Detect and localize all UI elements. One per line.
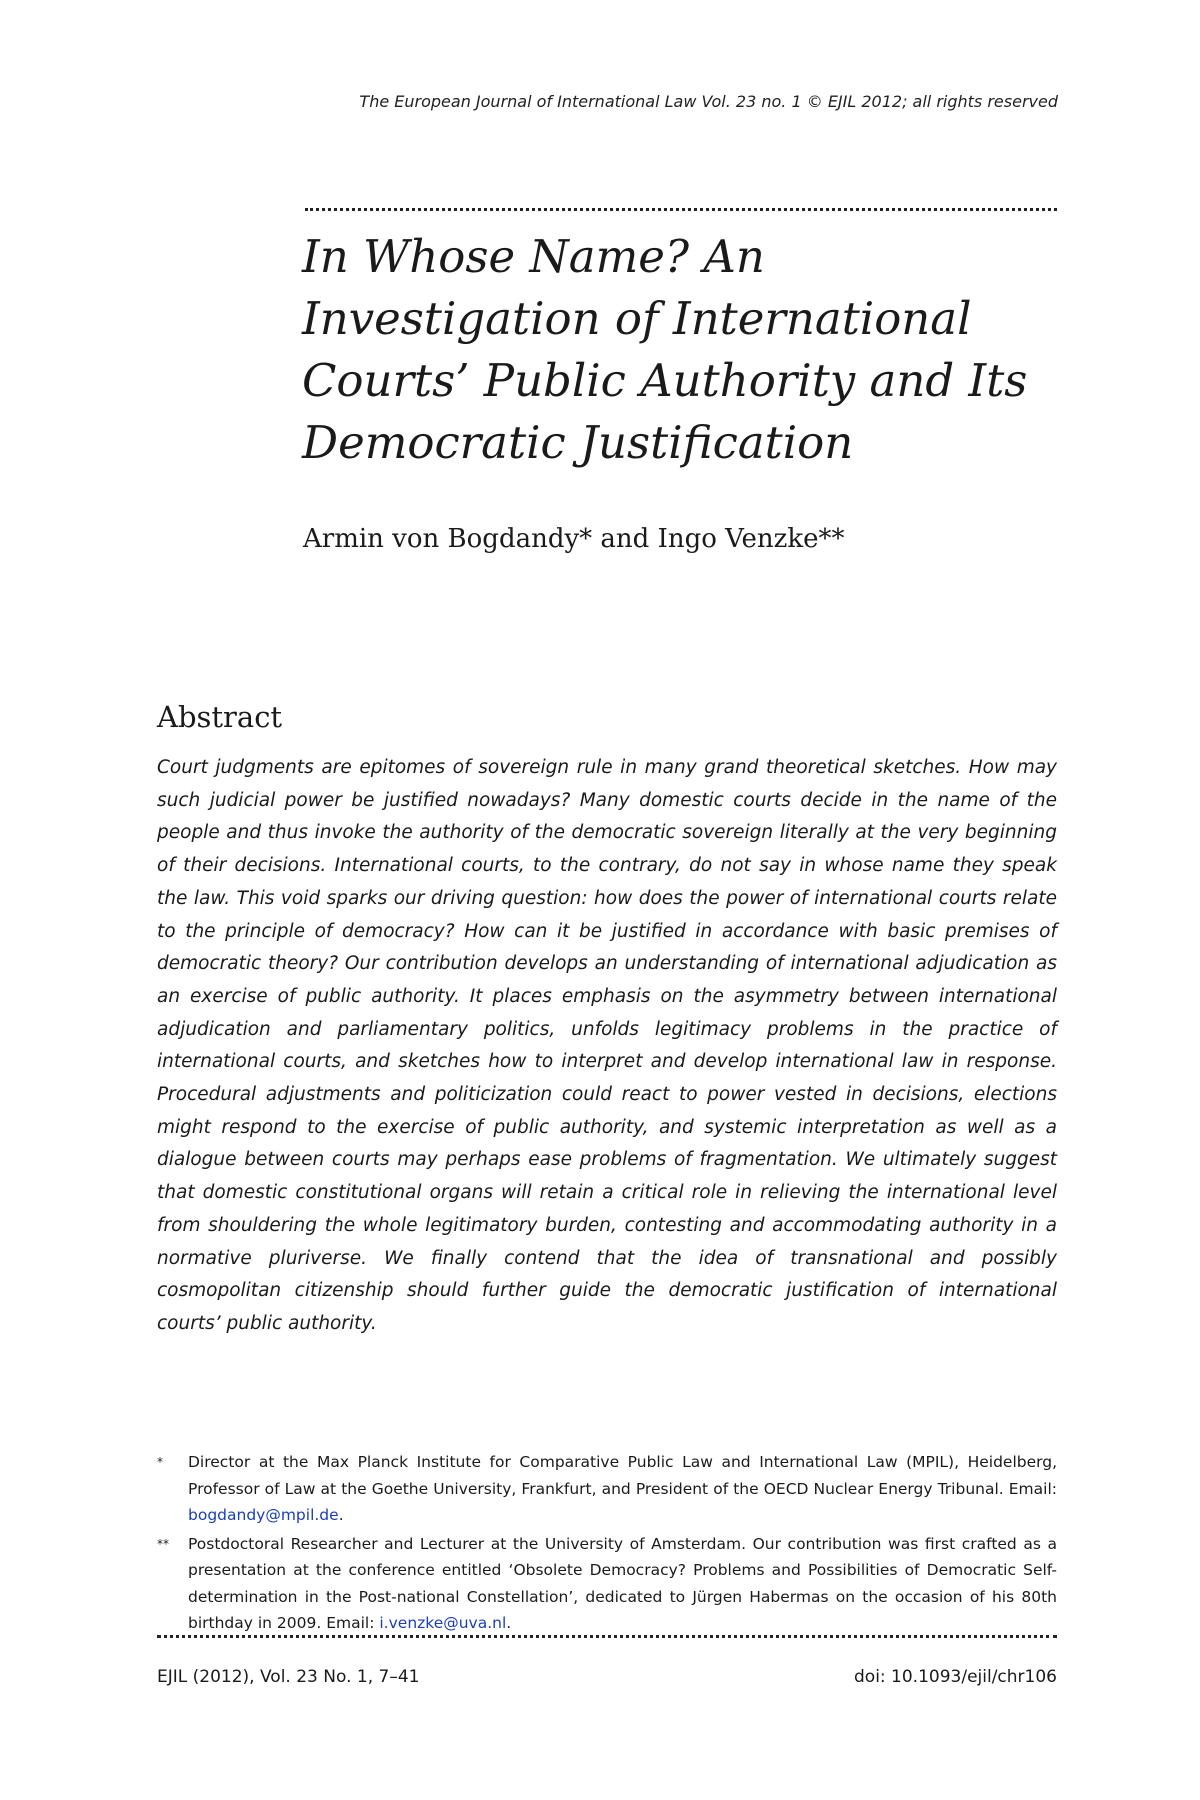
footnote-text: Postdoctoral Researcher and Lecturer at the University of Amsterdam. Our contribution was first crafted as a presentation at the conference entitled ‘Obsolete Democracy? Problems and Possibilities of Democratic Self-determination in the Post-national Constellation’, dedicated to Jürgen Habermas on the occasion of his 80th birthday in 2009. Email: <box>188 1534 1057 1632</box>
footer-divider <box>157 1635 1057 1638</box>
title-divider <box>305 208 1057 211</box>
footnote-mark: ** <box>157 1536 169 1551</box>
footnote-author-1 <box>157 1449 1057 1529</box>
email-link[interactable]: i.venzke@uva.nl <box>379 1614 507 1632</box>
footnote-mark: * <box>157 1455 163 1469</box>
email-link[interactable]: bogdandy@mpil.de <box>188 1506 339 1524</box>
abstract-text: Court judgments are epitomes of sovereign rule in many grand theoretical sketches. How may such judicial power be justified nowadays? Many domestic courts decide in the name of the people and thus invoke the authority of the democratic sovereign literally at the very beginning of their decisions. International courts, to the contrary, do not say in whose name they speak the law. This void sparks our driving question: how does the power of international courts relate to the principle of democracy? How can it be justified in accordance with basic premises of democratic theory? Our contribution develops an understanding of international adjudication as an exercise of public authority. It places emphasis on the asymmetry between international adjudication and parliamentary politics, unfolds legitimacy problems in the practice of international courts, and sketches how to interpret and develop international law in response. Procedural adjustments and politicization could react to power vested in decisions, elections might respond to the exercise of public authority, and systemic interpretation as well as a dialogue between courts may perhaps ease problems of fragmentation. We ultimately suggest that domestic constitutional organs will retain a critical role in relieving the international level from shouldering the whole legitimatory burden, contesting and accommodating authority in a normative pluriverse. We finally contend that the idea of transnational and possibly cosmopolitan citizenship should further guide the democratic justification of international courts’ public authority. <box>157 757 1057 1334</box>
abstract-heading: Abstract <box>157 700 283 734</box>
footnote-text: Director at the Max Planck Institute for Comparative Public Law and International Law (MPIL), Heidelberg, Professor of Law at the Goethe University, Frankfurt, and President of the OECD Nuclear Energy Tribunal. Email: <box>188 1453 1057 1498</box>
footer-citation: EJIL (2012), Vol. 23 No. 1, 7–41 <box>157 1667 420 1687</box>
footer-doi: doi: 10.1093/ejil/chr106 <box>854 1667 1057 1687</box>
running-head: The European Journal of International Law Vol. 23 no. 1 © EJIL 2012; all rights reserved <box>359 92 1058 111</box>
footnote-author-2 <box>157 1531 1057 1637</box>
article-authors: Armin von Bogdandy* and Ingo Venzke** <box>303 524 845 554</box>
footnote-suffix: . <box>338 1506 344 1524</box>
footnotes <box>157 1449 1057 1639</box>
footnote-suffix: . <box>506 1614 512 1632</box>
article-title: In Whose Name? An Investigation of International Courts’ Public Authority and Its Democratic Justification <box>302 230 1028 469</box>
